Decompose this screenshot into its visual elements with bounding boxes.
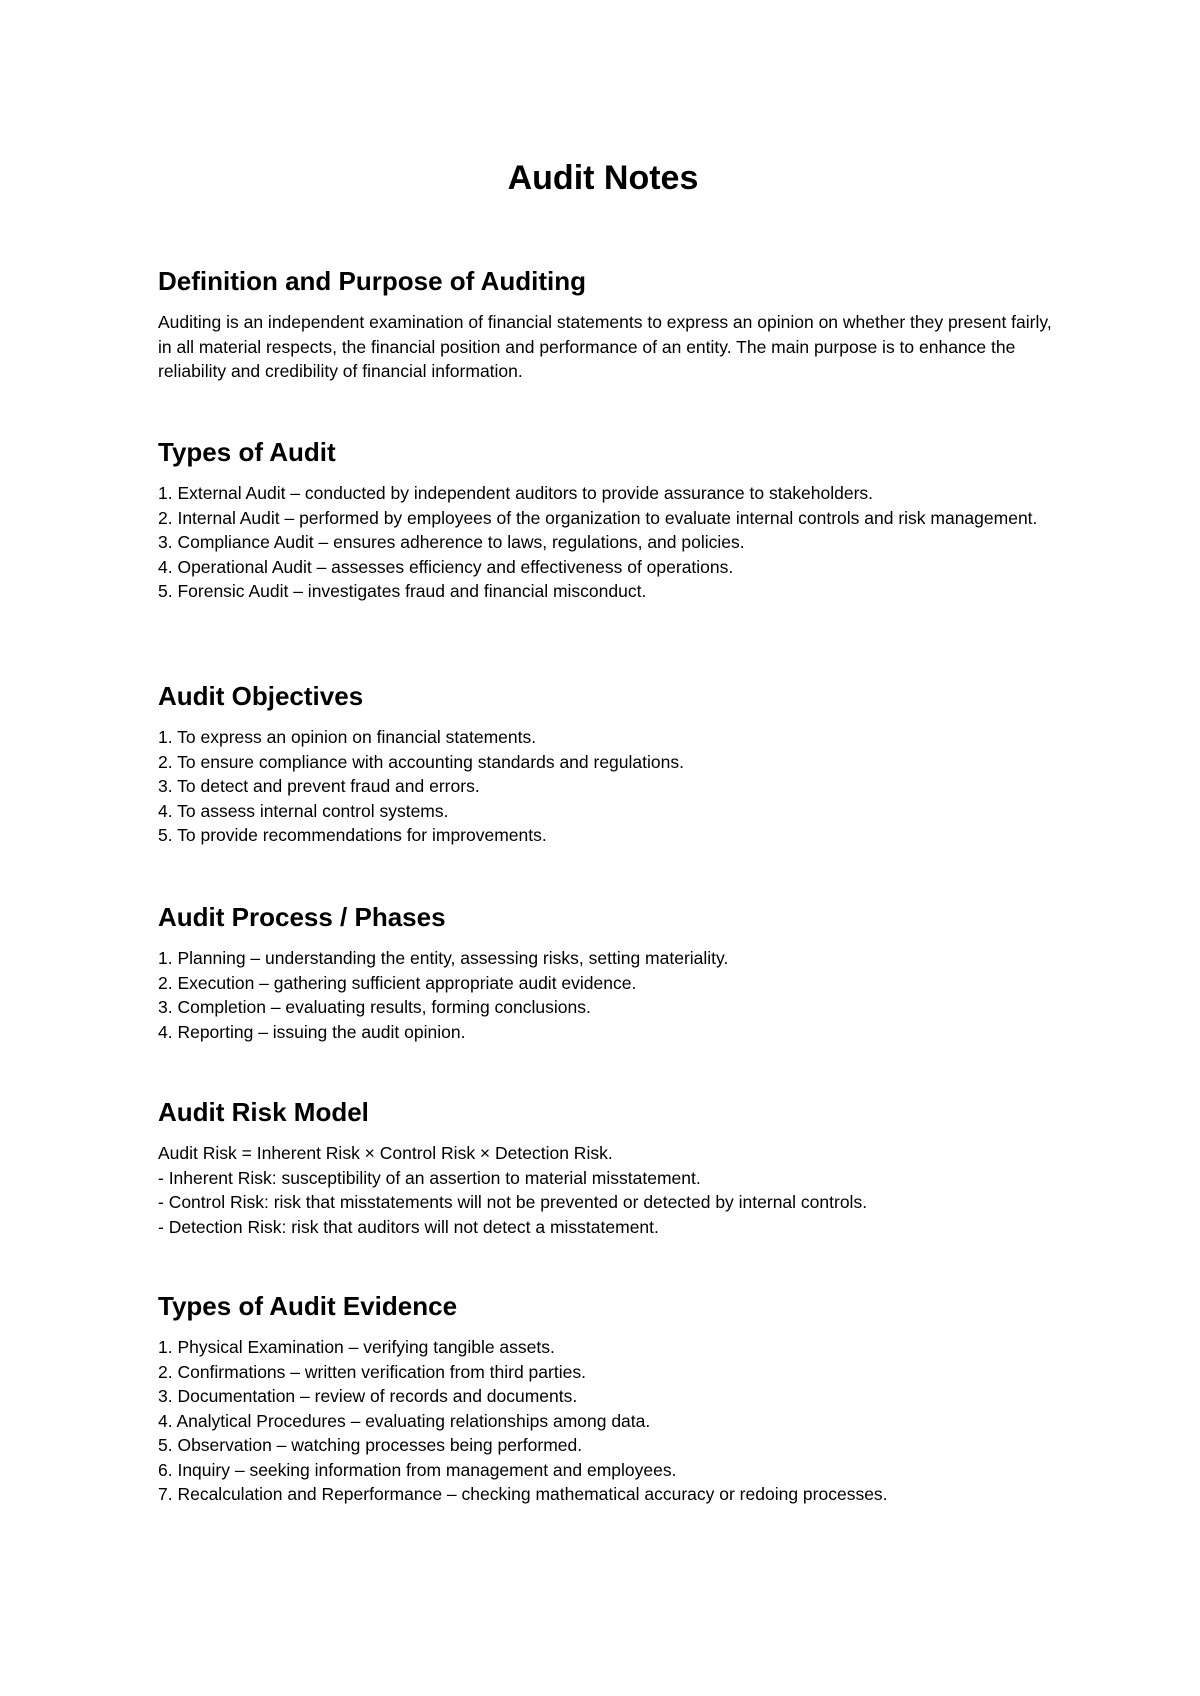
section-types-of-audit bbox=[158, 437, 1058, 604]
risk-components-list bbox=[158, 1166, 1058, 1240]
list-item: 4. Analytical Procedures – evaluating relationships among data. bbox=[158, 1410, 651, 1431]
list-item: 3. Documentation – review of records and documents. bbox=[158, 1386, 578, 1406]
section-heading: Audit Risk Model bbox=[158, 1097, 369, 1127]
list-item: 2. To ensure compliance with accounting standards and regulations. bbox=[158, 751, 684, 772]
list-item: 3. To detect and prevent fraud and errors. bbox=[158, 776, 480, 796]
section-heading: Audit Objectives bbox=[158, 681, 364, 711]
list-item: - Inherent Risk: susceptibility of an assertion to material misstatement. bbox=[158, 1167, 701, 1188]
document-title: Audit Notes bbox=[507, 159, 699, 197]
audit-process-list bbox=[158, 946, 1058, 1044]
audit-objectives-list bbox=[158, 725, 1058, 848]
list-item: 1. To express an opinion on financial statements. bbox=[158, 727, 537, 747]
section-audit-evidence bbox=[158, 1291, 1058, 1507]
list-item: 2. Internal Audit – performed by employees of the organization to evaluate internal controls and risk management. bbox=[158, 507, 1038, 528]
list-item: 4. Reporting – issuing the audit opinion. bbox=[158, 1021, 466, 1042]
list-item: 5. To provide recommendations for improvements. bbox=[158, 825, 547, 845]
list-item: 2. Execution – gathering sufficient appropriate audit evidence. bbox=[158, 972, 637, 993]
list-item: 2. Confirmations – written verification from third parties. bbox=[158, 1361, 586, 1382]
section-audit-risk-model bbox=[158, 1097, 1058, 1239]
audit-evidence-list bbox=[158, 1335, 1058, 1507]
list-item: 3. Compliance Audit – ensures adherence to laws, regulations, and policies. bbox=[158, 532, 745, 552]
list-item: 4. To assess internal control systems. bbox=[158, 800, 449, 821]
list-item: 5. Forensic Audit – investigates fraud and financial misconduct. bbox=[158, 581, 647, 601]
section-paragraph: Auditing is an independent examination of financial statements to express an opinion on whether they present fairly, in all material respects, the financial position and performance of an entity. The main purpose is to enhance the reliability and credibility of financial information. bbox=[158, 312, 1052, 381]
list-item: 1. Physical Examination – verifying tangible assets. bbox=[158, 1337, 555, 1357]
section-heading: Definition and Purpose of Auditing bbox=[158, 266, 586, 296]
section-audit-objectives bbox=[158, 681, 1058, 848]
list-item: - Detection Risk: risk that auditors will not detect a misstatement. bbox=[158, 1216, 659, 1237]
list-item: 6. Inquiry – seeking information from management and employees. bbox=[158, 1459, 677, 1480]
risk-formula: Audit Risk = Inherent Risk × Control Risk × Detection Risk. bbox=[158, 1143, 613, 1163]
section-heading: Types of Audit bbox=[158, 437, 336, 467]
list-item: 3. Completion – evaluating results, forming conclusions. bbox=[158, 997, 591, 1017]
list-item: - Control Risk: risk that misstatements will not be prevented or detected by internal controls. bbox=[158, 1192, 868, 1212]
section-definition bbox=[158, 266, 1058, 384]
list-item: 1. Planning – understanding the entity, assessing risks, setting materiality. bbox=[158, 948, 729, 968]
list-item: 1. External Audit – conducted by independent auditors to provide assurance to stakeholders. bbox=[158, 483, 874, 503]
section-audit-process bbox=[158, 902, 1058, 1044]
section-heading: Types of Audit Evidence bbox=[158, 1291, 458, 1321]
types-of-audit-list bbox=[158, 481, 1058, 604]
list-item: 7. Recalculation and Reperformance – checking mathematical accuracy or redoing processes. bbox=[158, 1484, 888, 1504]
section-heading: Audit Process / Phases bbox=[158, 902, 446, 932]
list-item: 4. Operational Audit – assesses efficiency and effectiveness of operations. bbox=[158, 556, 734, 577]
list-item: 5. Observation – watching processes being performed. bbox=[158, 1435, 583, 1455]
